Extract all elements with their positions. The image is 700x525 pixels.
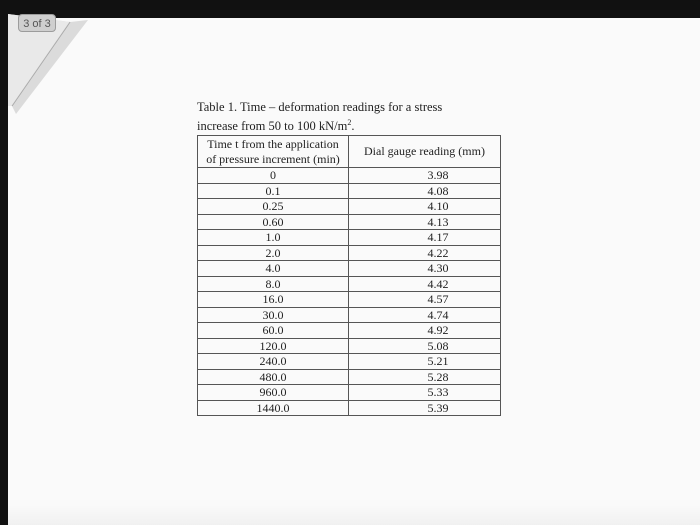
cell-time: 480.0 xyxy=(198,369,349,385)
cell-dial: 4.30 xyxy=(349,261,501,277)
table-row xyxy=(198,261,501,277)
cell-time: 4.0 xyxy=(198,261,349,277)
table-row xyxy=(198,323,501,339)
cell-time: 960.0 xyxy=(198,385,349,401)
cell-dial: 4.13 xyxy=(349,214,501,230)
cell-time: 0.1 xyxy=(198,183,349,199)
cell-time: 0 xyxy=(198,168,349,184)
table-caption xyxy=(197,100,507,134)
table-header-row xyxy=(198,136,501,168)
header-dial: Dial gauge reading (mm) xyxy=(349,136,501,168)
caption-line-2 xyxy=(197,115,507,134)
cell-dial: 4.08 xyxy=(349,183,501,199)
cell-dial: 4.57 xyxy=(349,292,501,308)
header-time: Time t from the application of pressure increment (min) xyxy=(198,136,349,168)
cell-time: 240.0 xyxy=(198,354,349,370)
caption-superscript: 2 xyxy=(347,118,352,127)
table-row xyxy=(198,183,501,199)
cell-time: 30.0 xyxy=(198,307,349,323)
table-row xyxy=(198,338,501,354)
table-row xyxy=(198,307,501,323)
cell-dial: 3.98 xyxy=(349,168,501,184)
table-row xyxy=(198,292,501,308)
table-row xyxy=(198,400,501,416)
table-row xyxy=(198,168,501,184)
table-row xyxy=(198,354,501,370)
table-row xyxy=(198,369,501,385)
cell-dial: 4.10 xyxy=(349,199,501,215)
caption-line-2-end: . xyxy=(351,119,355,134)
cell-time: 8.0 xyxy=(198,276,349,292)
cell-dial: 4.17 xyxy=(349,230,501,246)
cell-dial: 4.22 xyxy=(349,245,501,261)
table-row xyxy=(198,385,501,401)
cell-time: 0.60 xyxy=(198,214,349,230)
cell-dial: 5.33 xyxy=(349,385,501,401)
document-content xyxy=(197,100,507,416)
cell-time: 120.0 xyxy=(198,338,349,354)
caption-line-1: Table 1. Time – deformation readings for a stress xyxy=(197,100,443,114)
table-row xyxy=(198,245,501,261)
cell-dial: 5.39 xyxy=(349,400,501,416)
table-row xyxy=(198,276,501,292)
cell-time: 16.0 xyxy=(198,292,349,308)
page-bottom-shade xyxy=(8,505,700,525)
table-row xyxy=(198,230,501,246)
page-indicator: 3 of 3 xyxy=(18,14,56,32)
cell-time: 1440.0 xyxy=(198,400,349,416)
cell-dial: 4.42 xyxy=(349,276,501,292)
cell-dial: 5.08 xyxy=(349,338,501,354)
cell-time: 2.0 xyxy=(198,245,349,261)
top-edge-bar xyxy=(0,0,700,18)
cell-dial: 5.28 xyxy=(349,369,501,385)
cell-time: 1.0 xyxy=(198,230,349,246)
cell-dial: 5.21 xyxy=(349,354,501,370)
table-body xyxy=(198,168,501,416)
cell-time: 60.0 xyxy=(198,323,349,339)
table-row xyxy=(198,214,501,230)
cell-time: 0.25 xyxy=(198,199,349,215)
table-row xyxy=(198,199,501,215)
caption-line-2-text: increase from 50 to 100 kN/m xyxy=(197,119,348,134)
cell-dial: 4.74 xyxy=(349,307,501,323)
cell-dial: 4.92 xyxy=(349,323,501,339)
time-deformation-table xyxy=(197,135,501,416)
left-edge-bar xyxy=(0,0,8,525)
